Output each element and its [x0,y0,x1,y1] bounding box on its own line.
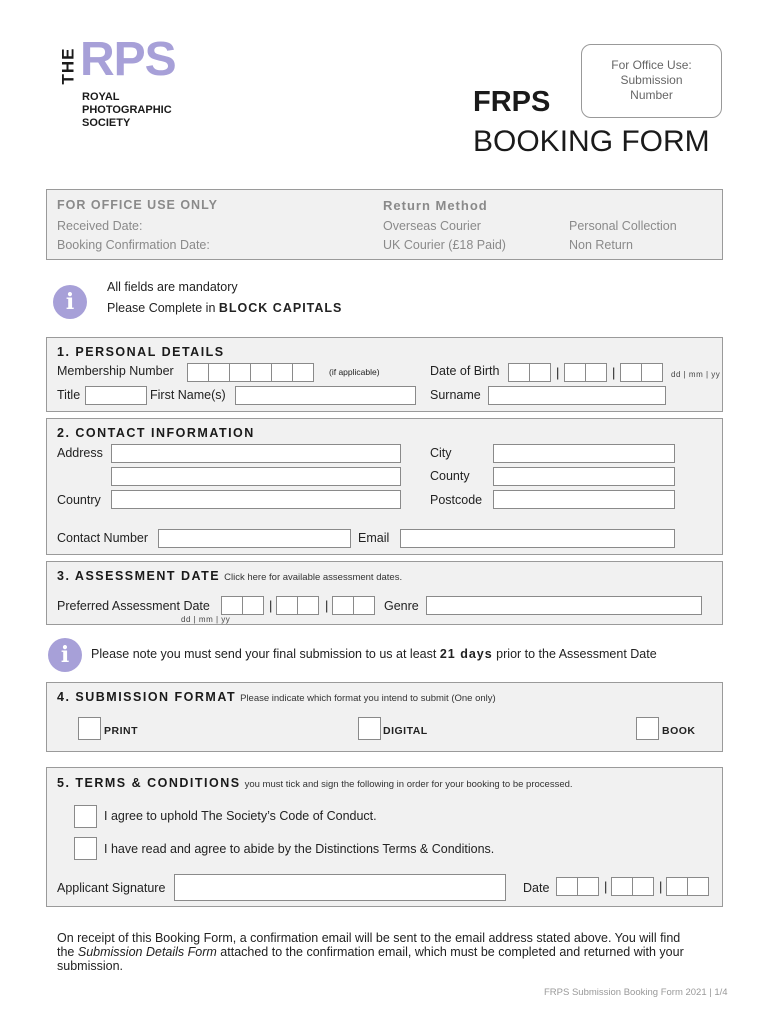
section-title: 4. SUBMISSION FORMAT Please indicate which format you intend to submit (One only) [57,690,496,704]
dob-year-input[interactable] [620,363,662,382]
digital-label: DIGITAL [383,725,428,737]
logo-society-name: ROYAL PHOTOGRAPHIC SOCIETY [82,91,172,129]
surname-field[interactable] [488,386,666,405]
title-label: Title [57,388,81,402]
contact-information-section [46,418,723,555]
book-checkbox[interactable] [636,717,659,740]
submission-format-section [46,682,723,752]
email-field[interactable] [400,529,675,548]
page-subtitle: BOOKING FORM [473,125,710,158]
section-title: 3. ASSESSMENT DATE Click here for available assessment dates. [57,569,403,583]
digital-checkbox[interactable] [358,717,381,740]
office-use-panel [46,189,723,260]
postcode-label: Postcode [430,493,483,507]
dob-format-hint: dd | mm | yy [671,370,721,379]
preferred-date-label: Preferred Assessment Date [57,599,210,613]
submission-deadline-note: Please note you must send your final submission to us at least 21 days prior to the Assessment Date [91,647,657,661]
info-icon: i [48,638,82,672]
personal-details-section: 1. PERSONAL DETAILS Membership Number (if applicable) Date of Birth | | dd | mm | yy Title First Name(s) Surname [46,337,723,412]
country-label: Country [57,493,101,507]
terms-checkbox[interactable] [74,837,97,860]
if-applicable-label: (if applicable) [329,367,380,377]
info-icon: i [53,285,87,319]
assessment-month-input[interactable] [276,596,318,615]
code-of-conduct-label: I agree to uphold The Society’s Code of Conduct. [104,809,377,823]
surname-label: Surname [430,388,481,402]
date-label: Date [523,881,550,895]
signature-month-input[interactable] [611,877,653,896]
logo-rps: RPS [80,33,176,86]
signature-day-input[interactable] [556,877,598,896]
section-title: 1. PERSONAL DETAILS [57,345,225,359]
logo-the: THE [58,47,78,85]
first-names-label: First Name(s) [150,388,226,402]
signature-field[interactable] [174,874,506,901]
assessment-year-input[interactable] [332,596,374,615]
address-label: Address [57,446,103,460]
signature-year-input[interactable] [666,877,708,896]
title-field[interactable] [85,386,147,405]
dob-month-input[interactable] [564,363,606,382]
assessment-day-input[interactable] [221,596,263,615]
personal-collection-label: Personal Collection [569,219,677,233]
confirmation-date-label: Booking Confirmation Date: [57,238,210,252]
block-capitals-note: Please Complete in BLOCK CAPITALS [107,301,343,315]
overseas-courier-label: Overseas Courier [383,219,481,233]
signature-label: Applicant Signature [57,881,166,895]
assessment-date-format-hint: dd | mm | yy [181,615,231,624]
page-footer: FRPS Submission Booking Form 2021 | 1/4 [544,987,728,998]
membership-number-label: Membership Number [57,364,174,378]
page-title: FRPS [473,86,551,118]
email-label: Email [358,531,390,545]
first-names-field[interactable] [235,386,416,405]
county-label: County [430,469,470,483]
terms-label: I have read and agree to abide by the Distinctions Terms & Conditions. [104,842,495,856]
contact-number-field[interactable] [158,529,351,548]
county-field[interactable] [493,467,675,486]
dob-label: Date of Birth [430,364,500,378]
address-line2-field[interactable] [111,467,401,486]
contact-number-label: Contact Number [57,531,149,545]
country-field[interactable] [111,490,401,509]
postcode-field[interactable] [493,490,675,509]
genre-field[interactable] [426,596,702,615]
office-submission-number-box: For Office Use: Submission Number [581,44,722,118]
book-label: BOOK [662,725,696,737]
city-field[interactable] [493,444,675,463]
terms-conditions-section: 5. TERMS & CONDITIONS you must tick and sign the following in order for your booking to be processed. I agree to uphold The Society’s Code of Conduct. I have read and agree to abide by the Distinctions Terms & Conditions. Applicant Signature Date | | [46,767,723,907]
address-line1-field[interactable] [111,444,401,463]
received-date-label: Received Date: [57,219,143,233]
mandatory-note: All fields are mandatory [107,280,238,294]
non-return-label: Non Return [569,238,633,252]
membership-number-input[interactable] [187,363,313,382]
office-use-heading: FOR OFFICE USE ONLY [57,198,218,212]
section-title: 5. TERMS & CONDITIONS you must tick and sign the following in order for your booking to be processed. [57,776,573,790]
print-checkbox[interactable] [78,717,101,740]
return-method-heading: Return Method [383,198,488,213]
assessment-dates-link[interactable]: Click here for available assessment dates. [224,572,403,583]
assessment-date-section: 3. ASSESSMENT DATE Click here for available assessment dates. Preferred Assessment Date | | dd | mm | yy Genre [46,561,723,625]
code-of-conduct-checkbox[interactable] [74,805,97,828]
print-label: PRINT [104,725,138,737]
confirmation-email-note: On receipt of this Booking Form, a confirmation email will be sent to the email address stated above. You will find the Submission Details Form attached to the confirmation email, which must be completed and returned with your submission. [57,931,684,973]
dob-day-input[interactable] [508,363,550,382]
section-title: 2. CONTACT INFORMATION [57,426,255,440]
genre-label: Genre [384,599,419,613]
uk-courier-label: UK Courier (£18 Paid) [383,238,506,252]
city-label: City [430,446,452,460]
